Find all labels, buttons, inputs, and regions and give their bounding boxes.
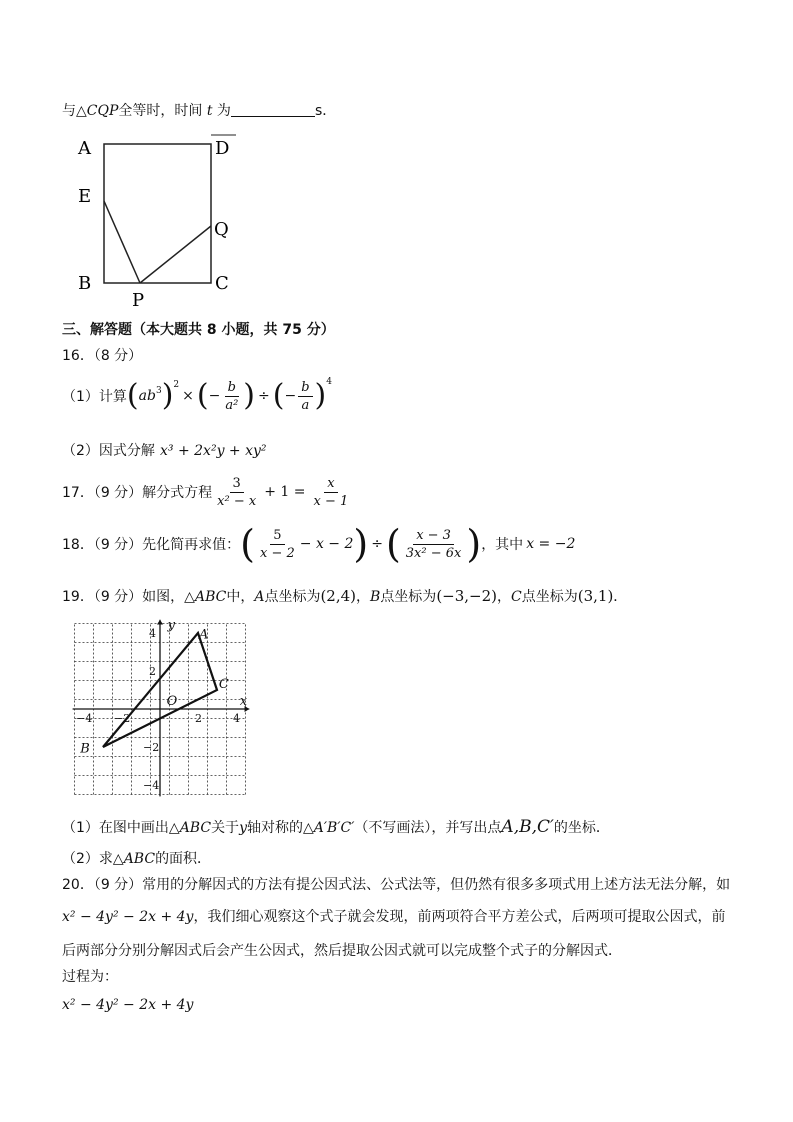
q16-p1-exp4: 4: [326, 377, 332, 387]
q19-text-f: ，: [497, 589, 512, 605]
rectangle-figure: [70, 130, 250, 310]
q19-text-b: 中，: [226, 589, 255, 605]
tick-y-2: 2: [149, 665, 156, 678]
q19-p2-a: （2）求△: [62, 851, 124, 867]
q19-text-c: 点坐标为: [264, 589, 321, 605]
q20-line5-expr: x² − 4y² − 2x + 4y: [62, 997, 194, 1013]
q19-p1-tri: ABC: [179, 820, 212, 836]
q16-p1-times: ×: [182, 388, 194, 404]
q17-rhs-den: x − 1: [313, 493, 349, 509]
q16-p1-frac2: [298, 380, 312, 413]
q19-p1-y: y: [239, 820, 247, 836]
section-heading: 三、解答题（本大题共 8 小题，共 75 分）: [62, 322, 335, 338]
q20-line1: 20．（9 分）常用的分解因式的方法有提公因式法、公式法等，但仍然有很多多项式用上述方法无法分解，如: [62, 877, 731, 893]
coordinate-grid: [70, 618, 260, 800]
q17-frac-den: x² − x: [217, 493, 257, 509]
q20-line2-text: ，我们细心观察这个式子就会发现，前两项符合平方差公式，后两项可提取公因式，前: [193, 909, 726, 925]
q16-p1-frac1-den: a²: [225, 397, 239, 413]
label-c: C: [215, 273, 229, 294]
tick-x-minus-2: −2: [114, 712, 131, 725]
tick-y-minus-2: −2: [143, 741, 160, 754]
q19-text-g: 点坐标为: [521, 589, 578, 605]
q19-p1-b: 关于: [211, 820, 240, 836]
q15-prefix: 与△: [62, 103, 87, 119]
label-e: E: [78, 186, 92, 207]
q18-frac1: [257, 528, 298, 561]
q15-suffix: s．: [314, 103, 337, 119]
q19-text-d: ，: [356, 589, 371, 605]
q16-p1-minus2: −: [284, 388, 297, 404]
q19-text-h: ．: [613, 589, 628, 605]
q20-line2: [62, 906, 725, 926]
label-a: A: [78, 138, 91, 159]
q20-line2-expr: x² − 4y² − 2x + 4y: [62, 909, 194, 925]
q19-coord-b: (−3,−2): [436, 587, 498, 605]
tick-x-2: 2: [195, 712, 202, 725]
q16-part1: （1）计算 ( ab $^3$ ) $^2$ × ( − $\frac{b}{\text{a²}}$ ) ÷ ( − $\frac{b}{a}$ ) $^4$: [62, 377, 332, 413]
q16-p1-minus1: −: [208, 388, 221, 404]
q19-text-e: 点坐标为: [380, 589, 437, 605]
q16-p2-label: （2）因式分解: [62, 443, 155, 459]
q17-label: 17．（9 分）解分式方程: [62, 485, 213, 501]
segment-pq: [140, 226, 211, 283]
y-axis-arrow: [157, 620, 163, 625]
x-axis-label: x: [239, 694, 248, 709]
q15-variable: t: [206, 103, 213, 119]
q19-pb: B: [370, 589, 381, 605]
tick-y-minus-4: −4: [143, 779, 160, 792]
q16-p1-exp3: 3: [155, 386, 162, 396]
point-b-label: B: [80, 741, 90, 757]
q15-answer-blank[interactable]: [231, 102, 315, 117]
q17-line: [62, 472, 353, 512]
q19-p1-d: （不写画法），并写出点: [354, 820, 502, 836]
tick-x-minus-4: −4: [76, 712, 93, 725]
q19-p1-pts: A,B,C′: [501, 817, 554, 837]
q18-condition: x = −2: [526, 536, 576, 552]
q19-p1-a: （1）在图中画出△: [62, 820, 180, 836]
label-q: Q: [214, 219, 229, 240]
q16-header: 16．（8 分）: [62, 348, 143, 364]
q20-line3: 后两部分分别分解因式后会产生公因式，然后提取公因式就可以完成整个式子的分解因式．: [62, 943, 622, 959]
q19-pc: C: [511, 589, 522, 605]
q16-p2-expr: x³ + 2x²y + xy²: [160, 443, 267, 459]
label-d: D: [215, 138, 230, 159]
q19-part2: [62, 848, 211, 868]
point-a-label: A: [198, 627, 209, 643]
q18-frac2-num: x − 3: [413, 528, 454, 545]
q18-label: 18．（9 分）先化简再求值：: [62, 537, 241, 553]
q19-coord-a: (2,4): [320, 587, 357, 605]
tick-labels: [76, 618, 248, 792]
q19-p1-e: 的坐标．: [553, 820, 610, 836]
q17-frac-rhs: [311, 476, 352, 509]
q18-frac2-den: 3x² − 6x: [405, 545, 462, 561]
q18-middle: − x − 2: [299, 536, 354, 552]
tick-x-4: 4: [233, 712, 240, 725]
q16-p1-frac1-num: b: [225, 380, 239, 397]
q18-tail: ，其中: [481, 537, 524, 553]
q19-tri: ABC: [194, 589, 227, 605]
q20-line4: 过程为：: [62, 969, 118, 985]
q18-frac1-num: 5: [270, 528, 284, 545]
q19-p1-c: 轴对称的△: [246, 820, 314, 836]
q18-line: 18．（9 分）先化简再求值： ( $\frac{5}{x - 2}$ − x − 2 ) ÷ ( $\frac{x - 3}{\text{3x² − 6x}}$ ) ，其中 x = −2: [62, 522, 576, 566]
q16-part2: [62, 440, 267, 460]
q18-div: ÷: [371, 536, 383, 552]
q19-pa: A: [254, 589, 265, 605]
q19-coord-c: (3,1): [577, 587, 614, 605]
q16-p1-label: （1）计算: [62, 389, 127, 405]
q15-after-text: 为: [212, 103, 231, 119]
q17-frac-num: 3: [230, 476, 244, 493]
q17-mid: + 1 =: [264, 484, 306, 500]
q16-p1-exp2: 2: [173, 380, 180, 390]
q16-p1-ab: ab: [138, 388, 156, 404]
axes: [73, 620, 250, 797]
q15-triangle-name: CQP: [86, 103, 119, 119]
segment-ep: [104, 201, 140, 283]
q16-p1-div: ÷: [258, 388, 270, 404]
rect-abcd: [104, 144, 211, 283]
label-p: P: [132, 290, 145, 310]
q19-p1-tri2: A′B′C′: [313, 820, 355, 836]
q19-line: [62, 586, 627, 606]
q16-p1-frac1: [222, 380, 241, 413]
q19-p2-b: 的面积．: [155, 851, 212, 867]
q19-part1: [62, 817, 610, 837]
q19-p2-tri: ABC: [123, 851, 156, 867]
origin-label: O: [166, 694, 178, 709]
label-b: B: [78, 273, 92, 294]
q16-p1-frac2-num: b: [298, 380, 312, 397]
q18-frac2: [403, 528, 465, 561]
q15-mid-text: 全等时，时间: [118, 103, 207, 119]
point-c-label: C: [218, 677, 229, 693]
y-axis-label: y: [167, 618, 175, 634]
q18-frac1-den: x − 2: [260, 545, 295, 561]
q19-text-a: 19．（9 分）如图，△: [62, 589, 195, 605]
tick-y-4: 4: [149, 627, 156, 640]
q17-frac-lhs: [214, 476, 259, 509]
q15-tail-line: [62, 100, 336, 120]
q16-p1-frac2-den: a: [301, 397, 310, 413]
q17-rhs-num: x: [324, 476, 337, 493]
